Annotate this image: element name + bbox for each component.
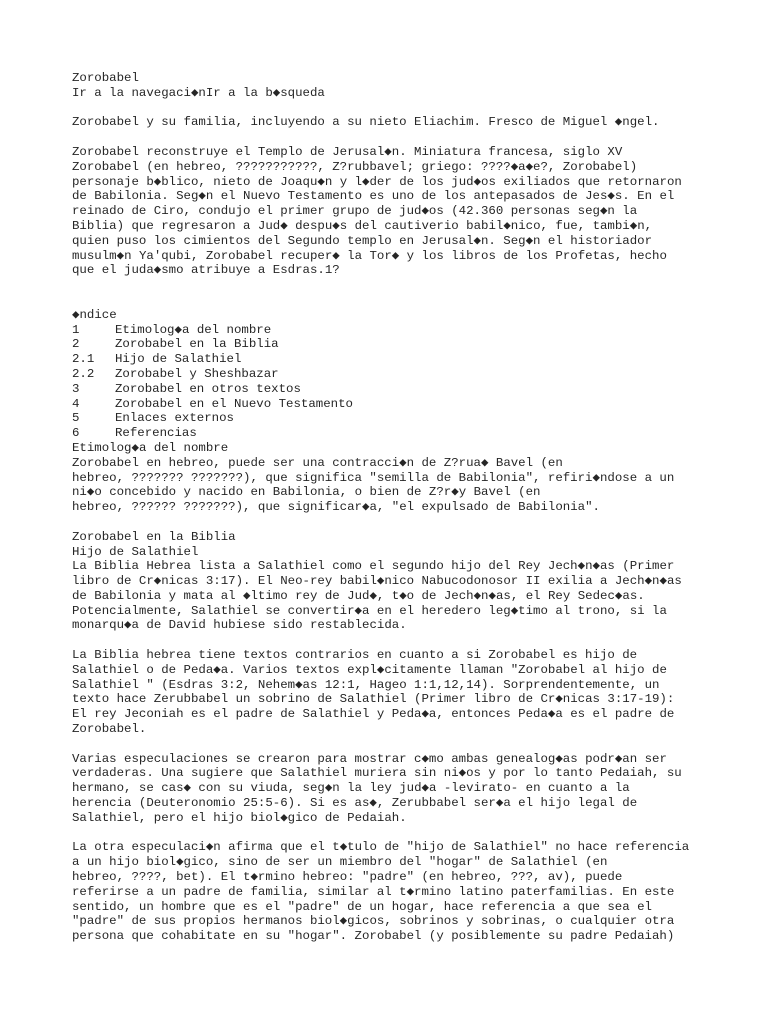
body-paragraph	[72, 559, 692, 633]
paragraph-line: personaje b◆blico, nieto de Joaqu◆n y l◆der de los jud◆os exiliados que retornaron	[72, 174, 682, 189]
toc-item-number: 2.2	[72, 366, 95, 381]
paragraph-line: referirse a un padre de familia, similar al t◆rmino latino paterfamilias. En este	[72, 884, 675, 899]
toc-item-number: 5	[72, 411, 80, 426]
toc-item[interactable]	[72, 426, 692, 441]
section-heading: Zorobabel en la Biblia	[72, 529, 236, 544]
toc-item-number: 1	[72, 322, 80, 337]
toc-item-label: Zorobabel en el Nuevo Testamento	[115, 396, 353, 411]
toc-item-label: Referencias	[115, 426, 197, 441]
toc-item[interactable]	[72, 337, 692, 352]
paragraph-line: Potencialmente, Salathiel se convertir◆a en el heredero leg◆timo al trono, si la	[72, 603, 667, 618]
paragraph-line: reinado de Ciro, condujo el primer grupo de jud◆os (42.360 personas seg◆n la	[72, 204, 638, 219]
toc-item-number: 4	[72, 396, 80, 411]
paragraph-line: La otra especulaci◆n afirma que el t◆tulo de "hijo de Salathiel" no hace referencia	[72, 840, 690, 855]
paragraph-line: ni◆o concebido y nacido en Babilonia, o bien de Z?r◆y Bavel (en	[72, 485, 541, 500]
paragraph-line: de Babilonia y mata al ◆ltimo rey de Jud◆, t◆o de Jech◆n◆as, el Rey Sedec◆as.	[72, 588, 645, 603]
paragraph-line: de Babilonia. Seg◆n el Nuevo Testamento es uno de los antepasados de Jes◆s. En el	[72, 189, 675, 204]
paragraph-line: persona que cohabitate en su "hogar". Zorobabel (y posiblemente su padre Pedaiah)	[72, 929, 675, 944]
paragraph-line: monarqu◆a de David hubiese sido restablecida.	[72, 618, 407, 633]
toc-item-number: 2	[72, 337, 80, 352]
toc-item-label: Zorobabel y Sheshbazar	[115, 366, 279, 381]
toc-item[interactable]	[72, 382, 692, 397]
paragraph-line: El rey Jeconiah es el padre de Salathiel y Peda◆a, entonces Peda◆a es el padre de	[72, 707, 675, 722]
paragraph-line: La Biblia Hebrea lista a Salathiel como el segundo hijo del Rey Jech◆n◆as (Primer	[72, 559, 675, 574]
section-heading: Etimolog◆a del nombre	[72, 440, 229, 455]
paragraph-line: hermano, se cas◆ con su viuda, seg◆n la ley jud◆a -levirato- en cuanto a la	[72, 781, 630, 796]
paragraph-line: que el juda◆smo atribuye a Esdras.1?	[72, 263, 340, 278]
paragraph-line: libro de Cr◆nicas 3:17). El Neo-rey babil◆nico Nabucodonosor II exilia a Jech◆n◆as	[72, 574, 682, 589]
bible-section	[72, 530, 692, 944]
paragraph-line: "padre" de sus propios hermanos biol◆gicos, sobrinos y sobrinas, o cualquier otra	[72, 914, 675, 929]
navigation-links: Ir a la navegaci◆nIr a la b◆squeda	[72, 85, 325, 100]
toc-item-label: Etimolog◆a del nombre	[115, 322, 272, 337]
paragraph-line: Salathiel o de Peda◆a. Varios textos expl◆citamente llaman "Zorobabel al hijo de	[72, 662, 667, 677]
table-of-contents	[72, 308, 692, 441]
subsection-heading: Hijo de Salathiel	[72, 544, 199, 559]
paragraph-line: sentido, un hombre que es el "padre" de un hogar, hace referencia a que sea el	[72, 899, 652, 914]
intro-paragraph	[72, 145, 692, 278]
body-paragraph	[72, 840, 692, 944]
document-title: Zorobabel	[72, 71, 139, 85]
paragraph-line: hebreo, ????, bet). El t◆rmino hebreo: "padre" (en hebreo, ???, av), puede	[72, 870, 623, 885]
toc-item[interactable]	[72, 411, 692, 426]
toc-item-number: 3	[72, 381, 80, 396]
paragraph-line: musulm◆n Ya'qubi, Zorobabel recuper◆ la Tor◆ y los libros de los Profetas, hecho	[72, 248, 667, 263]
paragraph-line: Varias especulaciones se crearon para mostrar c◆mo ambas genealog◆as podr◆an ser	[72, 751, 667, 766]
toc-item[interactable]	[72, 352, 692, 367]
paragraph-line: a un hijo biol◆gico, sino de ser un miembro del "hogar" de Salathiel (en	[72, 855, 608, 870]
toc-item[interactable]	[72, 367, 692, 382]
toc-item[interactable]	[72, 323, 692, 338]
paragraph-line: Zorobabel en hebreo, puede ser una contracci◆n de Z?rua◆ Bavel (en	[72, 455, 563, 470]
paragraph-line: quien puso los cimientos del Segundo templo en Jerusal◆n. Seg◆n el historiador	[72, 233, 653, 248]
paragraph-line: Biblia) que regresaron a Jud◆ despu◆s del cautiverio babil◆nico, fue, tambi◆n,	[72, 218, 653, 233]
toc-item-number: 2.1	[72, 352, 95, 367]
toc-item-label: Zorobabel en otros textos	[115, 381, 301, 396]
etymology-section	[72, 441, 692, 515]
paragraph-line: Zorobabel.	[72, 722, 147, 737]
paragraph-line: Zorobabel reconstruye el Templo de Jerusal◆n. Miniatura francesa, siglo XV	[72, 144, 623, 159]
toc-item-number: 6	[72, 426, 80, 441]
paragraph-line: hebreo, ??????? ???????), que significa "semilla de Babilonia", refiri◆ndose a un	[72, 470, 675, 485]
document-page	[72, 71, 692, 944]
paragraph-line: verdaderas. Una sugiere que Salathiel muriera sin ni◆os y por lo tanto Pedaiah, su	[72, 766, 682, 781]
paragraph-line: herencia (Deuteronomio 25:5-6). Si es as◆, Zerubbabel ser◆a el hijo legal de	[72, 796, 638, 811]
image-caption: Zorobabel y su familia, incluyendo a su nieto Eliachim. Fresco de Miguel ◆ngel.	[72, 115, 660, 130]
paragraph-line: Salathiel, pero el hijo biol◆gico de Pedaiah.	[72, 810, 407, 825]
paragraph-line: hebreo, ?????? ???????), que significar◆a, "el expulsado de Babilonia".	[72, 500, 600, 515]
body-paragraph	[72, 752, 692, 826]
body-paragraph	[72, 648, 692, 737]
toc-item-label: Zorobabel en la Biblia	[115, 337, 279, 352]
paragraph-line: La Biblia hebrea tiene textos contrarios en cuanto a si Zorobabel es hijo de	[72, 648, 638, 663]
toc-item-label: Hijo de Salathiel	[115, 352, 242, 367]
toc-item-label: Enlaces externos	[115, 411, 234, 426]
paragraph-line: Salathiel " (Esdras 3:2, Nehem◆as 12:1, Hageo 1:1,12,14). Sorprendentemente, un	[72, 677, 660, 692]
paragraph-line: Zorobabel (en hebreo, ???????????, Z?rubbavel; griego: ????◆a◆e?, Zorobabel)	[72, 159, 638, 174]
paragraph-line: texto hace Zerubbabel un sobrino de Salathiel (Primer libro de Cr◆nicas 3:17-19):	[72, 692, 675, 707]
toc-heading: ◆ndice	[72, 307, 117, 322]
toc-item[interactable]	[72, 397, 692, 412]
